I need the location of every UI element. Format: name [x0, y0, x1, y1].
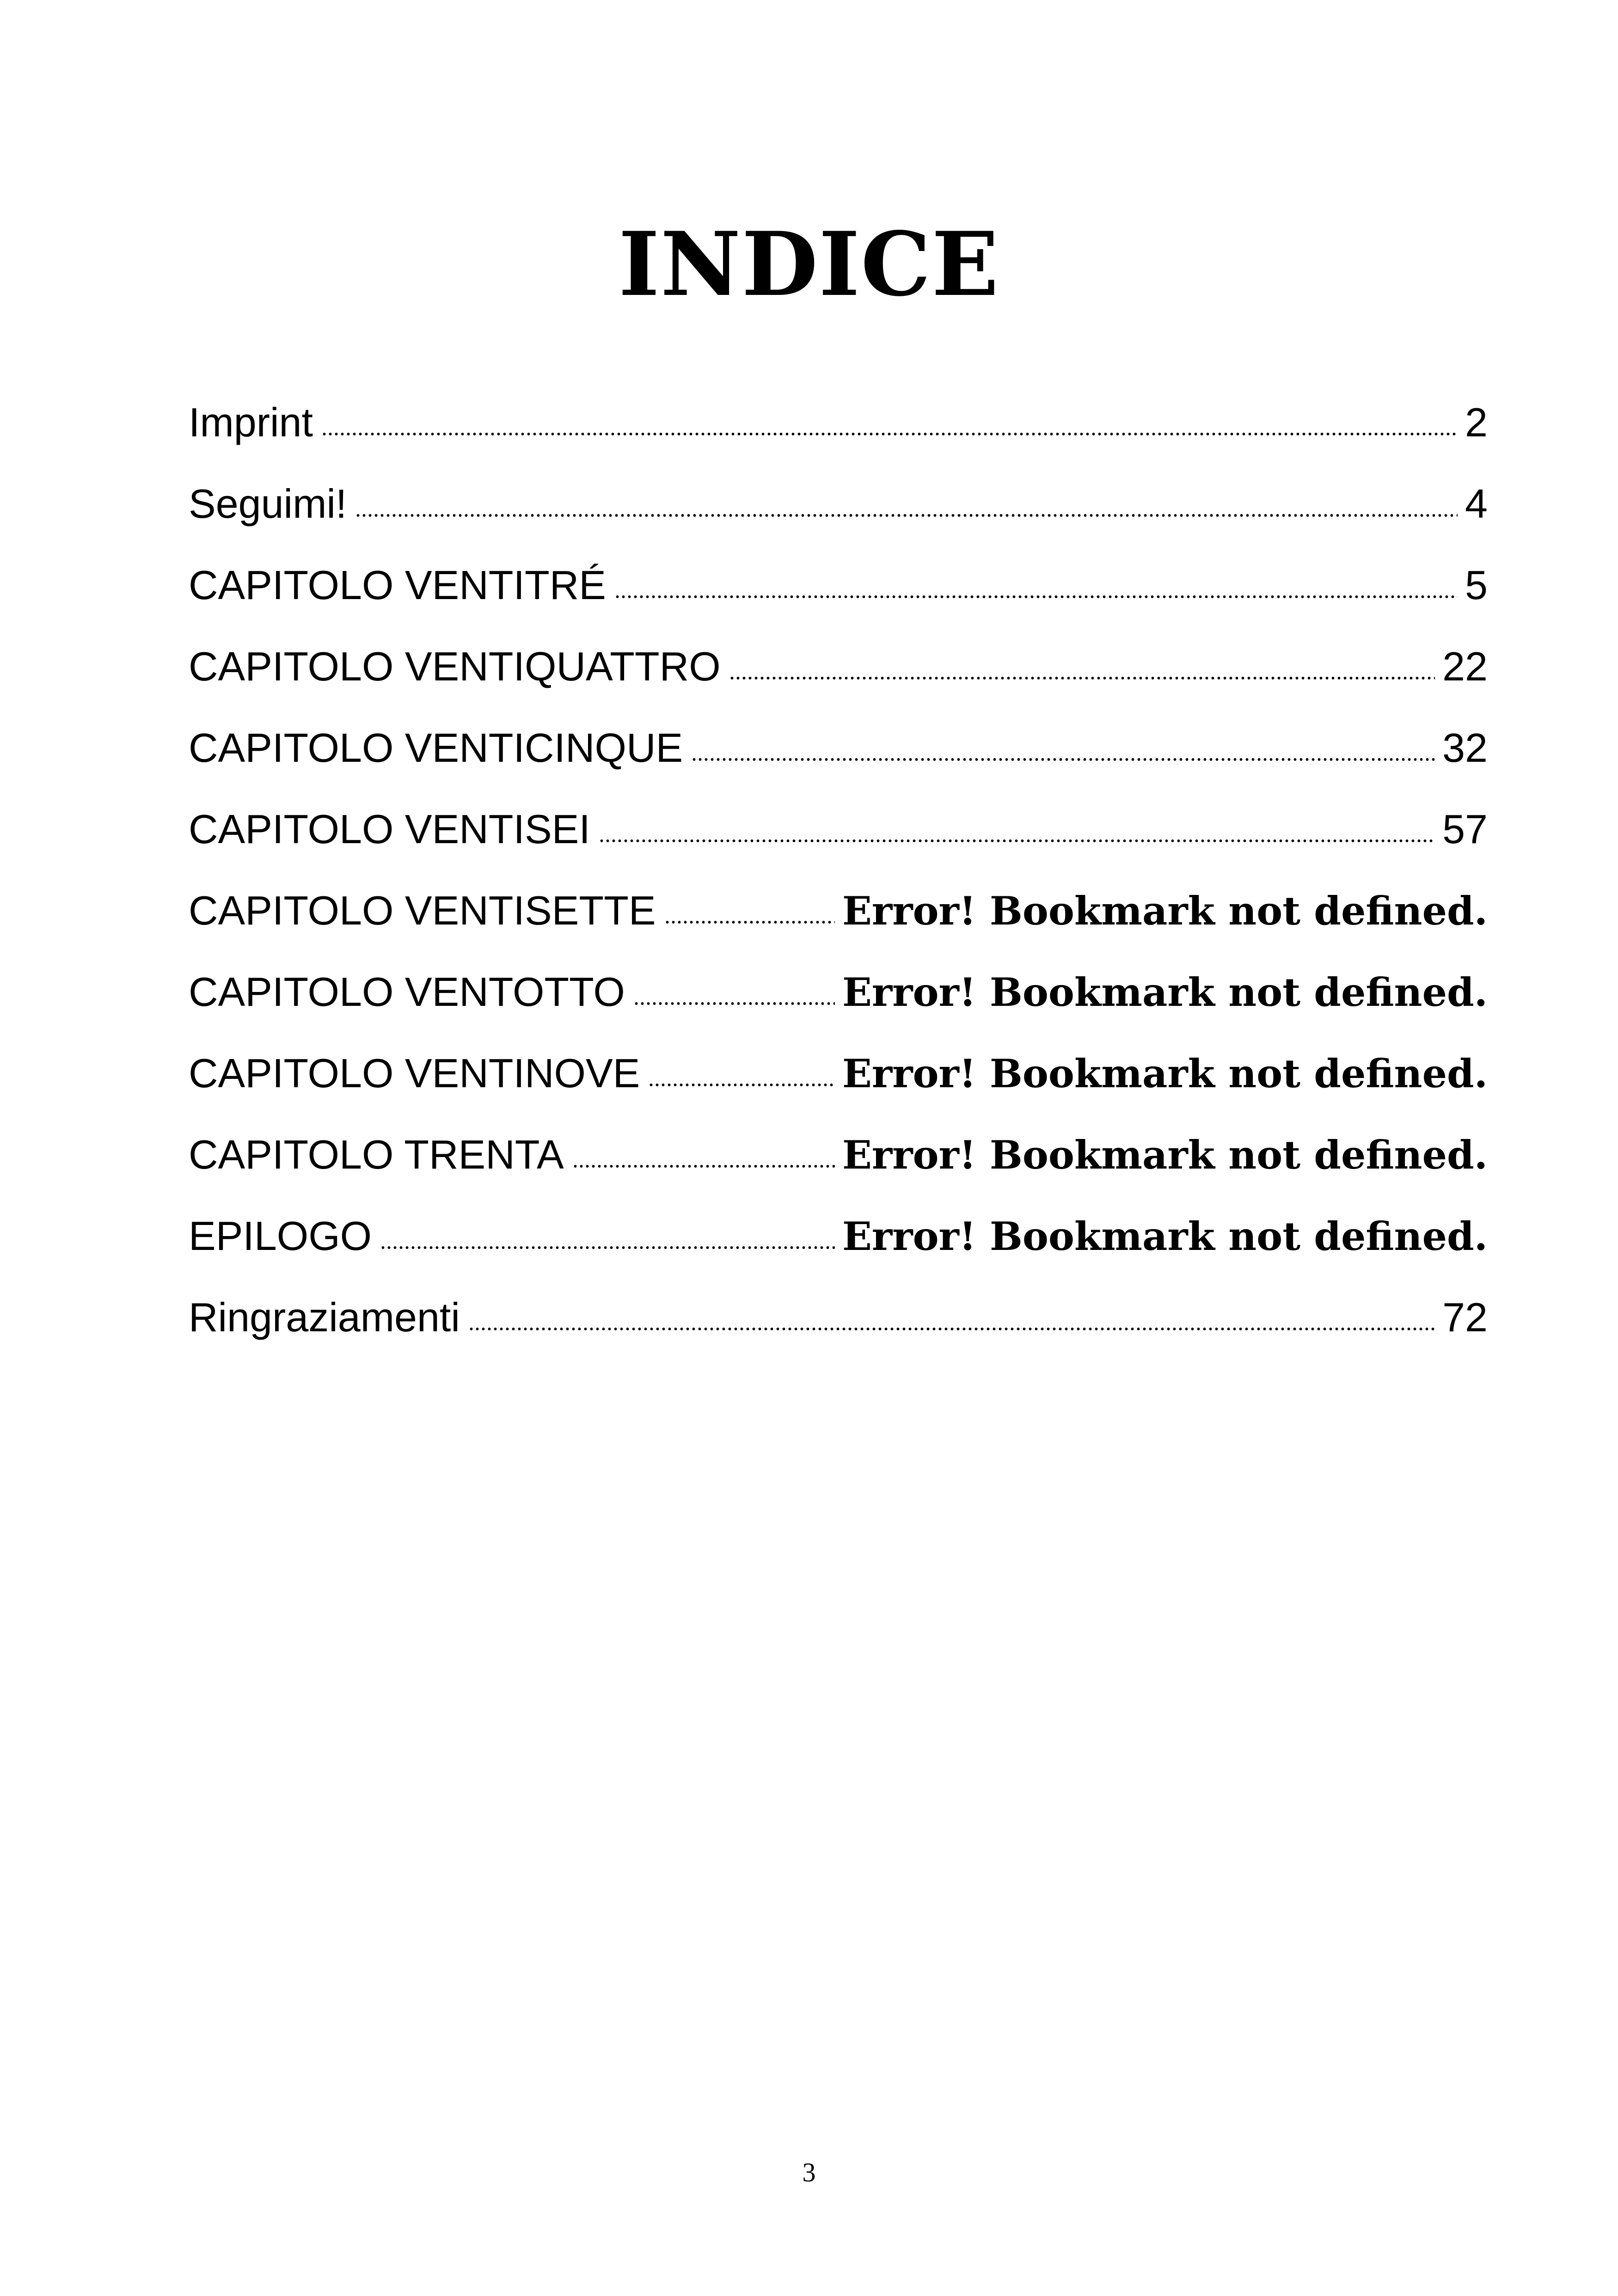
toc-entry-page: 4	[1465, 481, 1488, 527]
toc-entry-error: Error! Bookmark not defined.	[842, 888, 1488, 934]
toc-entry-ringraziamenti[interactable]	[189, 1277, 1488, 1358]
page-title: INDICE	[618, 213, 1000, 316]
dot-leader	[380, 1245, 835, 1250]
toc-entry-page: 2	[1465, 399, 1488, 445]
dot-leader	[468, 1327, 1435, 1331]
toc-entry-label: CAPITOLO VENTOTTO	[189, 969, 625, 1015]
toc-entry-page: 22	[1442, 643, 1488, 689]
toc-entry-label: CAPITOLO VENTISEI	[189, 806, 590, 852]
toc-entry-capitolo-ventotto[interactable]	[189, 951, 1488, 1033]
toc-entry-epilogo[interactable]	[189, 1195, 1488, 1277]
toc-entry-label: CAPITOLO VENTINOVE	[189, 1050, 640, 1096]
dot-leader	[599, 839, 1435, 843]
table-of-contents	[189, 382, 1488, 1358]
toc-entry-capitolo-ventitre[interactable]	[189, 545, 1488, 626]
toc-entry-error: Error! Bookmark not defined.	[842, 1051, 1488, 1096]
toc-entry-error: Error! Bookmark not defined.	[842, 969, 1488, 1015]
toc-entry-imprint[interactable]	[189, 382, 1488, 463]
toc-entry-label: CAPITOLO VENTITRÉ	[189, 562, 606, 608]
toc-entry-label: CAPITOLO VENTICINQUE	[189, 725, 683, 771]
toc-entry-capitolo-ventinove[interactable]	[189, 1033, 1488, 1114]
toc-entry-page: 5	[1465, 562, 1488, 608]
page-number: 3	[802, 2157, 816, 2187]
dot-leader	[614, 594, 1458, 599]
toc-entry-capitolo-ventisette[interactable]	[189, 870, 1488, 951]
toc-entry-label: Ringraziamenti	[189, 1294, 460, 1340]
toc-entry-seguimi[interactable]	[189, 463, 1488, 545]
toc-entry-capitolo-ventiquattro[interactable]	[189, 626, 1488, 707]
dot-leader	[633, 1001, 835, 1006]
toc-entry-page: 72	[1442, 1294, 1488, 1340]
toc-entry-page: 32	[1442, 725, 1488, 771]
dot-leader	[572, 1164, 835, 1169]
toc-entry-label: CAPITOLO VENTISETTE	[189, 888, 656, 933]
toc-entry-capitolo-venticinque[interactable]	[189, 707, 1488, 789]
dot-leader	[664, 920, 835, 925]
toc-entry-error: Error! Bookmark not defined.	[842, 1213, 1488, 1259]
toc-entry-capitolo-ventisei[interactable]	[189, 789, 1488, 870]
toc-entry-capitolo-trenta[interactable]	[189, 1114, 1488, 1195]
toc-entry-label: EPILOGO	[189, 1213, 372, 1259]
dot-leader	[691, 757, 1435, 762]
dot-leader	[648, 1083, 835, 1087]
toc-entry-label: CAPITOLO VENTIQUATTRO	[189, 643, 721, 689]
toc-entry-error: Error! Bookmark not defined.	[842, 1132, 1488, 1178]
dot-leader	[321, 432, 1458, 436]
toc-entry-label: CAPITOLO TRENTA	[189, 1132, 564, 1177]
toc-entry-page: 57	[1442, 806, 1488, 852]
toc-entry-label: Seguimi!	[189, 481, 347, 527]
dot-leader	[355, 513, 1458, 518]
dot-leader	[729, 676, 1435, 680]
toc-entry-label: Imprint	[189, 399, 313, 445]
